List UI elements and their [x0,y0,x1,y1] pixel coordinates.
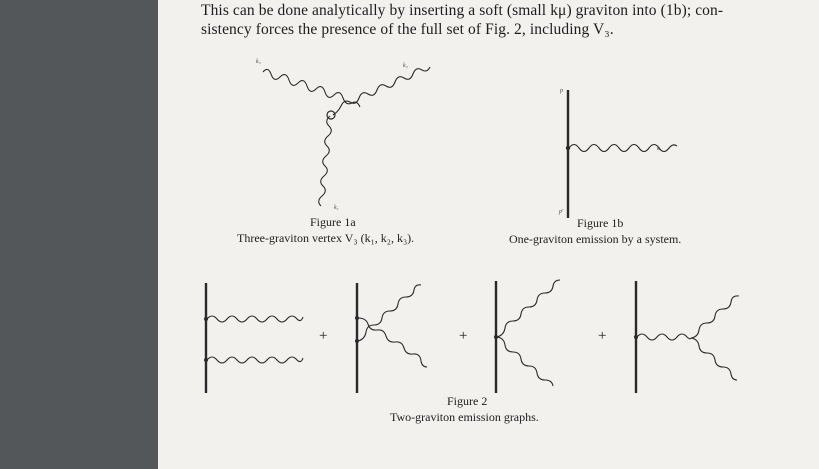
graph-1-graviton-top [207,316,303,322]
graph-4-graviton-stem [637,334,691,340]
figure-1a-caption: Three-graviton vertex V₃ (k₁, k₂, k₃). [237,231,415,245]
figure-2-caption: Two-graviton emission graphs. [390,410,539,424]
scanned-page [158,0,819,469]
paragraph-line-2: sistency forces the presence of the full set of Fig. 2, including V₃. [201,21,614,38]
graph-4-graviton-up [691,296,739,338]
graph-4-graviton-down [691,338,737,380]
figure-2-graph-1 [204,283,303,393]
left-margin-panel [0,0,158,469]
graph-1-graviton-bottom [207,357,303,363]
graviton-line-k [569,145,677,152]
label-k3-left: k₃ [256,59,261,65]
figure-1b-title: Figure 1b [577,216,624,230]
figure-2-graph-3 [494,280,560,393]
plus-sign-1: + [319,328,328,344]
label-k3-right: k₃ [403,63,408,69]
plus-sign-3: + [598,328,607,344]
figure-1b-caption: One-graviton emission by a system. [509,232,682,246]
graph-3-graviton-down [497,337,553,386]
figure-2-title: Figure 2 [447,394,488,408]
graviton-line-k1 [319,116,332,206]
graph-3-graviton-up [497,280,560,337]
figure-2-graph-4 [634,281,739,393]
label-p: p [560,88,563,94]
paragraph-line-1: This can be done analytically by inserting a soft (small kμ) graviton into (1b); con- [201,2,724,19]
graph-2-graviton-b [358,285,421,341]
label-p-prime: p′ [559,209,564,215]
label-k1: k₁ [334,205,339,211]
figure-2-graph-2 [355,283,427,393]
graph-2-graviton-a [358,318,427,367]
figure-1b-diagram [558,88,677,218]
graviton-line-k3-right [333,67,430,115]
figure-1a-title: Figure 1a [310,215,356,229]
label-k: k [657,146,660,152]
figure-1a-diagram [256,59,430,211]
plus-sign-2: + [459,328,468,344]
